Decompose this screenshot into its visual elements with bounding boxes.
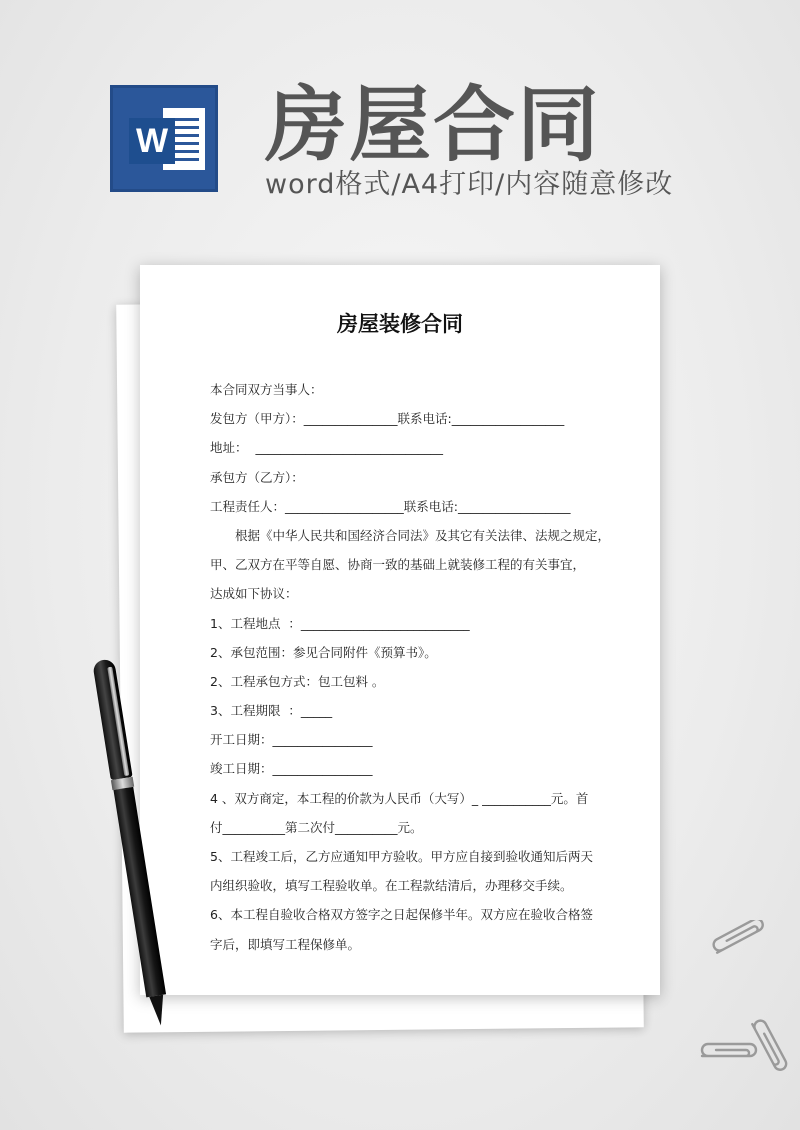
- contract-line: 2、工程承包方式：包工包料 。: [210, 673, 385, 689]
- contract-line: 1、工程地点 ：___________________________: [210, 615, 470, 631]
- banner-subtitle: word格式/A4打印/内容随意修改: [265, 169, 674, 200]
- contract-line: 根据《中华人民共和国经济合同法》及其它有关法律、法规之规定，: [210, 527, 611, 543]
- word-logo-letter: W: [129, 118, 175, 164]
- contract-line: 地址： ______________________________: [210, 440, 443, 456]
- paperclip-icon: [748, 1010, 788, 1076]
- document-title: 房屋装修合同: [337, 312, 463, 336]
- contract-line: 承包方（乙方）：: [210, 469, 304, 485]
- contract-line: 发包方（甲方）：_______________联系电话:__________________: [210, 411, 565, 427]
- banner-title: 房屋合同: [265, 78, 602, 173]
- document-body: [210, 375, 610, 959]
- contract-line: 内组织验收，填写工程验收单。在工程款结清后，办理移交手续。: [210, 878, 573, 894]
- contract-line: 开工日期：________________: [210, 732, 373, 748]
- contract-line: 甲、乙双方在平等自愿、协商一致的基础上就装修工程的有关事宜，: [210, 557, 586, 573]
- contract-line: 5、工程竣工后，乙方应通知甲方验收。甲方应自接到验收通知后两天: [210, 849, 593, 864]
- contract-line: 字后，即填写工程保修单。: [210, 936, 361, 952]
- contract-line: 本合同双方当事人：: [210, 382, 323, 397]
- contract-line: 6、本工程自验收合格双方签字之日起保修半年。双方应在验收合格签: [210, 907, 593, 923]
- contract-line: 付__________第二次付__________元。: [210, 819, 423, 835]
- paperclip-icon: [706, 920, 776, 960]
- contract-line: 工程责任人：___________________联系电话:__________________: [210, 498, 571, 514]
- word-logo-icon: [110, 85, 218, 192]
- contract-line: 3、工程期限 ：_____: [210, 703, 333, 719]
- contract-line: 竣工日期：________________: [210, 761, 373, 777]
- contract-line: 2、承包范围：参见合同附件《预算书》。: [210, 644, 437, 660]
- contract-line: 4 、双方商定，本工程的价款为人民币（大写）_ ___________元。首: [210, 790, 589, 806]
- contract-line: 达成如下协议：: [210, 586, 298, 602]
- document-page: [140, 265, 660, 995]
